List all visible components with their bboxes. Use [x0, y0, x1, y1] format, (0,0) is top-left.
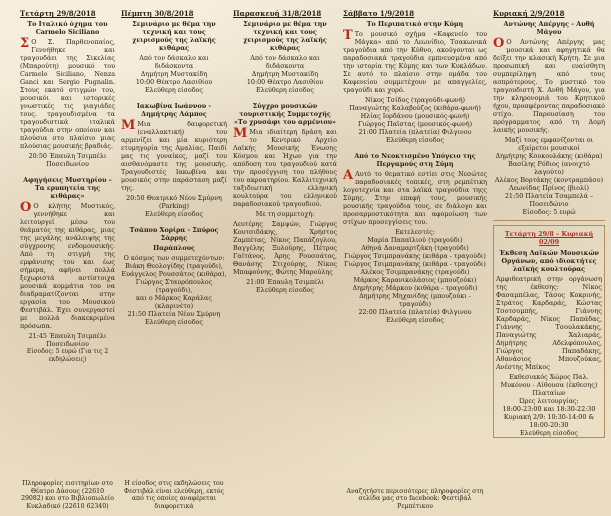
drop-cap: Ο — [20, 200, 32, 215]
drop-cap: Μ — [233, 126, 248, 141]
event-subtitle: Παράπλους — [153, 244, 195, 252]
day-header: Παρασκευή 31/8/2018 — [233, 10, 322, 18]
event-line: 21:00 Έπαυλη Τσιμπέλι — [246, 278, 324, 286]
event-line: Δημήτρης Μηχανίδης (μπουζούκι - τραγούδι) — [359, 292, 471, 308]
event-title: Σεμινάριο με θέμα την τεχνική και τους χειρισμούς της λαϊκής κιθάρας — [132, 20, 216, 52]
event-description: Ο Ο Αντώνης Απέργης μας μουσικά και αφηγητικά θα δείξει την κλασική Κρήτη. Σε μια προσωπική και ευαίσθητη συμπερίληψη από τους ασπρότερους. Το μυστικό του τραγουδιστή Χ. Ανθή Μάγου, για την κληρονομιά του Κρητικού ήχου, προσφέροντας παραδοσιακό στίχο. Παρουσίαση του πρόγραμματος από τη Δομή λαικής μουσικής. — [493, 36, 605, 134]
drop-cap: Τ — [343, 28, 353, 43]
event-line: Μαζί τους εμφανίζονται οι εξαίρετοι μουσικοί — [504, 136, 594, 152]
exhibition-dates: Τετάρτη 29/8 – Κυριακή 02/09 — [504, 230, 594, 246]
event-line: Είσοδος: 5 ευρώ — [522, 208, 576, 216]
column-thursday — [121, 10, 227, 510]
event-line: Βιάκη Θεολογίδης (τραγούδι), — [125, 262, 223, 270]
event-title: Ιακωβίνα Ιωάννου - Δημήτρης Λάμπος — [136, 102, 212, 118]
day-header: Κυριακή 2/9/2018 — [493, 10, 565, 18]
day-header: Τετάρτη 29/8/2018 — [20, 10, 96, 18]
event-description: Μ Μια δαιφορετική (εναλλακτική) του αρμενίζει και μία κυριότερη ετυμηγορία της Αμαλίας. Παιδί μας τις γυναίκες, μαζί του αισθανόμαστε της μουσικής. Τραγουδιστές Ιακωβίνα και μουσικός στην παράσταση μαζί της. — [121, 118, 227, 192]
ticket-info: Πληροφορίες εισιτηρίων στο Θέατρο Δάσους (22610 29082) και στο Βιβλιοπωλείο Κυκλαδικό (22610 62340) — [21, 480, 114, 510]
event-title: Από το Νεοκτισμένο Υπόγειο της Περγαμούς στη Σύμη — [354, 152, 476, 168]
event-line: Ο κόσμος των συμμετεχόντων: — [123, 254, 225, 262]
drop-cap: Μ — [121, 118, 136, 133]
program-columns — [20, 10, 605, 510]
event-title: Αντώνης Απέργης - Αυθή Μάγου — [503, 20, 595, 36]
event-line: Λευτέρης Σαμψών, Γιώργος Κουτσιδάκης, Χρήστος Ζαμπέτας, Νίκος Παπάζογλου, Βαγγέλης Ξυλούρης, Πέτρος Γαϊτάνος, Άρης Ρουσσάτος, Θανάσης Στιχούρης, Νίκος Μπαφούνης, Φώτης Μαρούλης — [233, 220, 337, 276]
event-line: 10:00 Θέατρο Λασιθίου — [246, 78, 324, 86]
event-line: Από τον δάσκαλο και διδάσκοντα — [139, 54, 209, 70]
exhibition-place: Εκθεσιακός Χώρος Παλ. Μυκόνου - Αίθουσα (έκθεσης) Πλαταίων — [500, 373, 598, 397]
event-line: Ελεύθερη είσοδος — [145, 210, 203, 218]
event-description: Σ Ο Σ. Παρθενοπαίος, Γεννήθηκε και τραγουδάει της Σικελίας (Μπαρούτη) μουσικό του Carmelo Siciliano, Nenza Ganci και Sergio Pugnalin. Στους εκατό στιγμών του, μουσικόι και ιστορικές γνωστικές τις γιαγιάδες τους. τραγουδισμένα τα τραγουδιστικά ιταλικά τραγούδια στην οποίουν και πλούσια στο πλαίσιο μιας πλούσιας μουσικής βραδιάς. — [20, 36, 115, 150]
event-line: Μαρία Παπαϊλιού (τραγούδι) — [367, 236, 463, 244]
event-line: Ευάγγελος Ρουσσάτος (κιθάρα), — [121, 270, 227, 278]
event-line: Γιώργος Σταυρόπουλος (τραγούδι), — [135, 278, 213, 294]
exhibition-title: Έκθεση Λαϊκών Μουσικών Οργάνων, από ιδιοκτήτες λαϊκής κουλτούρας — [499, 249, 599, 273]
event-line: Εκτελεστές: — [395, 228, 435, 236]
drop-cap: Ο — [493, 36, 505, 51]
event-line: Ελεύθερη είσοδος — [386, 316, 444, 324]
event-description: Ο Ο κλήτης Μυστικός, γεννήθηκε και λειτουργεί μέσω του θεάματός της κιθάρας, μιας της μεγάλης ανάλειψης της σύγχρονης ενδομουσικής. Από τη στιγμή της εμφάνισης του και έως σήμερα, αφήνει πολλά ξεχωριστά αντίστοιχα μουσικά κομμάτια του να διαδραματίζονται στην εργασία του Μουσικού Φεστιβάλ. Έχει συνεργαστεί με πολλά διακεκριμένα πρόσωπα. — [20, 200, 115, 330]
event-line: Ελεύθερη είσοδος — [145, 86, 203, 94]
event-line: 21:50 Πλατεία Τσαμπελά – Ποσειδώνιο — [504, 192, 594, 208]
event-line: Από τον δάσκαλο και διδάσκοντα — [250, 54, 320, 70]
event-title: Τσάπου Χορίρα - Σπύρος Σάρρης — [129, 226, 219, 242]
event-line: 21:50 Πλατεία Νέου Σμύρνη — [127, 310, 221, 318]
drop-cap: Σ — [20, 36, 30, 51]
event-description: Μ Μια ιδιαίτερη δράση και το Κεντρικό Αρχείο Λαϊκής Μουσικής Ένωσης Κόσμου και Ήχων για την απόδοση του τραγουδιού κατά την προσέγγιση του πλήθους του ακροατηρίου. Καλλιτεχνική ταξιδιωτική ελληνική κουλτούρα του ελληνικού παραδοσιακού τραγουδιού. — [233, 126, 337, 208]
entry-info: Η είσοδος στις εκδηλώσεις του Φεστιβάλ είναι ελεύθερη, εκτός από τις οποίες αναφέρεται διαφορετικά — [124, 480, 224, 510]
event-line: Ελεύθερη είσοδος — [386, 136, 444, 144]
event-line: Δημήτρη Μυστακίδη — [140, 70, 208, 78]
opening-hours: 18:00-23:00 και 18:30-22:30 — [502, 405, 596, 413]
event-line: Μάρκος Καρανικολάσιος (μπουζούκι) — [353, 276, 477, 284]
event-line: Δημήτρη Μυστακίδη — [251, 70, 319, 78]
event-description: Α Αυτό το θεματικό εστίει στις Νεσώτες παραδοσιακές τοπικές, στη ρεμπέτικη λογοτεχνία και στα λαϊκά τραγούδια τηςς Σύμης. Στην επαφή τους, μουσικής μουσικής τραγούδια τους, σε διάλογο και προσαρμοστικότητα και αφομοίωση των στίχων προσεγγίσεις του. — [343, 168, 487, 226]
exhibition-entry: Ελεύθερη είσοδος — [520, 429, 578, 437]
event-line: 10:00 Θέατρο Λασιθίου — [135, 78, 213, 86]
drop-cap: Α — [343, 168, 354, 183]
event-line: Νίκος Τσίδος (τραγούδι-φωνή) — [364, 96, 466, 104]
event-time: 21:45 Έπαυλη Τσιμπέλι Ποσειδωνίου — [28, 332, 107, 348]
event-line: Ελεύθερη είσοδος — [256, 86, 314, 94]
event-line: Λεωνίδας Πρίνος (βιολί) — [508, 184, 590, 192]
event-time: 20:50 Έπαυλη Τσιμπέλι Ποσειδωνίου — [28, 152, 107, 168]
event-title: Αφηγήσεις Μυστηρίου – Τα ερυπητεία της κιθάρας» — [23, 176, 112, 200]
opening-hours-title: Ώρες λειτουργίας: — [519, 397, 579, 405]
event-line: 22:00 Πλατεία (πλατεία) Φιλγινου — [358, 308, 472, 316]
event-description: Τ Το μουσικό σχήμα «Καφενείο του Μάγκα» από το Λεωνίδιο, Τσακωνικά τραγούδια από την Κύθνο, ακούγονται ως παραδοσιακά τραγούδια εμπνευσμένα από την ιστορία της Κύμης και των Κυκλάδων. Σε αυτό το πλαίσιο στην ομάδα του Καφενείου συμμετέχουν με απαγγελίες, τραγούδι και χορό. — [343, 28, 487, 94]
event-title: Σεμινάριο με θέμα την τεχνική και τους χειρισμούς της λαϊκής κιθάρας — [243, 20, 327, 52]
event-line: Παναγιώτης Καλαβούζος (κιθάρα-φωνή) — [349, 104, 481, 112]
event-line: Αλέκος Βορτάκης (κοντραμπάσο) — [494, 176, 604, 184]
event-line: Δημήτρης Μάρκου (κιθάρα - τραγούδι) — [352, 284, 478, 292]
entry-fee: Είσοδος: 5 ευρώ (Για τις 2 εκδηλώσεις) — [26, 348, 109, 363]
event-line: Ελεύθερη είσοδος — [256, 286, 314, 294]
event-line: Δημήτρης Κουκουλάκης (κιθάρα) — [495, 152, 603, 160]
event-title: Το Ιταλικό όχημα του Carmelo Siciliano — [27, 20, 108, 36]
event-line: Αθηνά Δαναμαρτζάκη (τραγούδι) — [361, 244, 469, 252]
event-title: Το Περιπατικό στην Κύμη — [366, 20, 464, 28]
column-wednesday — [20, 10, 115, 510]
column-friday — [233, 10, 337, 510]
event-line: Γιώργος Τσιμπρανάκης (κιθάρα - τραγούδι) — [344, 260, 486, 268]
event-line: Με τη συμμετοχή: — [255, 210, 315, 218]
column-saturday — [343, 10, 487, 510]
event-line: Γιώργος Παϊστας (μουσικός-φωνή) — [357, 120, 473, 128]
exhibition-box — [493, 225, 605, 438]
column-sunday — [493, 10, 605, 510]
event-line: Βασίλης Ρόδιος (ανοιχτό λαγούτο) — [508, 160, 590, 176]
opening-hours-sunday: Κυριακή 2/9: 10:30-14:00 & 18:00-20:30 — [503, 413, 595, 429]
event-line: Ηλίας Ιορδάνου (μουσικός-φωνή) — [360, 112, 470, 120]
facebook-info: Αναζητήστε περισσότερες πληροφορίες στη σελίδα μας στο facebook: Φεστιβάλ Ρεμπέτικου — [346, 487, 484, 510]
exhibition-description: Αμφιθεατρική στην οργάνωση της έκθεσης: Νίκος Φασαμπέλας, Τάσος Κοκρινής, Στράτος Καρδαράς, Κώστας Τσοτσομπής, Γιάννης Καρδαράς, Νίκος Παπάδας, Γιάννης Τσουλακάκης, Παναγιώτης Χαλιαράς, Δημήτρης Αδελφόπουλος, Γιώργος Παπαδάκης, Αθανάσιος Μπουζούκας, Ανέστης Μπίκος — [496, 275, 602, 371]
event-line: Γιώργος Τσιμπρανάκης (κιθάρα - τραγούδι) — [344, 252, 486, 260]
event-line: (Parking) — [159, 202, 189, 210]
event-line: 21:00 Πλατεία (πλατεία) Φιλγινου — [358, 128, 472, 136]
day-header: Πέμπτη 30/8/2018 — [121, 10, 194, 18]
event-title: Σύγχρο μουσικών τουριστικής Συμμετοχής «Το χρυσάφι του αρμένιου» — [233, 102, 337, 126]
event-line: 20:50 Θεατρικό Νέου Σμύρνη — [126, 194, 222, 202]
event-line: Ελεύθερη είσοδος — [145, 318, 203, 326]
day-header: Σάββατο 1/9/2018 — [343, 10, 415, 18]
event-line: Αλέκος Τσιμπρανάκης (τραγούδι) — [360, 268, 470, 276]
event-line: και ο Μάρκος Καράλας (κλαρινέτο) — [136, 294, 212, 310]
